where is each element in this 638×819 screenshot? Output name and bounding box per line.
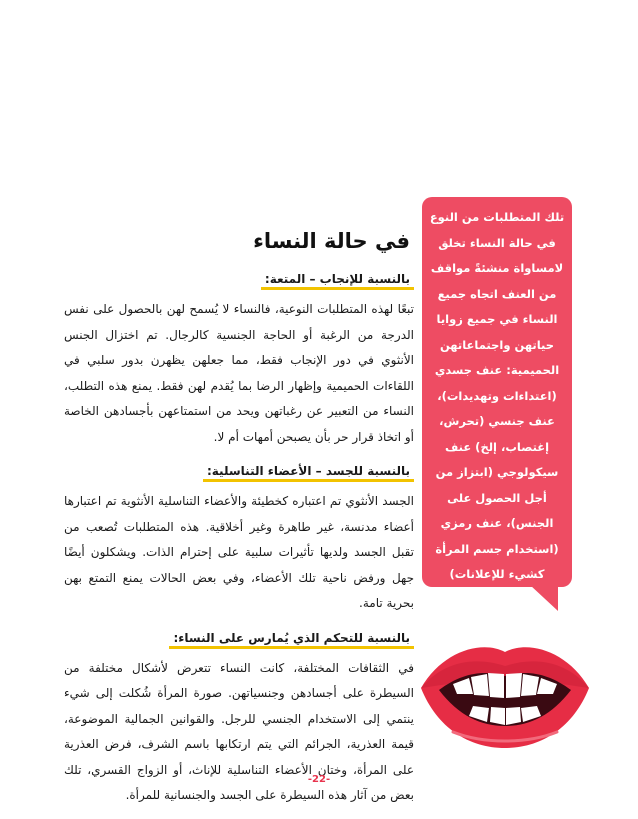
- section-reproduction-pleasure: [64, 268, 414, 450]
- page-title: في حالة النساء: [253, 229, 410, 253]
- section-heading: بالنسبة للجسد – الأعضاء التناسلية:: [203, 462, 414, 482]
- section-paragraph: في الثقافات المختلفة، كانت النساء تتعرض لأشكال مختلفة من السيطرة على أجسادهن وجنسياتهن. صورة المرأة شُكلت إلى شيء ينتمي إلى الاستخدام الجنسي للرجل. والقوانين الجمالية الموضوعة، قيمة العذرية، الجرائم التي يتم ارتكابها باسم الشرف، فرض العذرية على المرأة، وختان الأعضاء التناسلية للإناث، أو الزواج القسري، تلك بعض من آثار هذه السيطرة على الجسد والجنسانية للمرأة.: [64, 660, 414, 802]
- main-content: [64, 226, 414, 819]
- red-lips-teeth-icon: [413, 632, 597, 754]
- speech-bubble-tail: [530, 585, 558, 611]
- page-number: -22-: [307, 774, 331, 785]
- speech-bubble-text: تلك المتطلبات من النوع في حالة النساء تخلق لامساواة منشئةً مواقف من العنف اتجاه جميع النساء في جميع زوايا حياتهن واجتماعاتهن الحميمية: عنف جسدي (اعتداءات وتهديدات)، عنف جنسي (تحرش، إغتصاب، إلخ) عنف سيكولوجي (ابتزاز من أجل الحصول على الجنس)، عنف رمزي (استخدام جسم المرأة كشيء للإعلانات): [429, 210, 565, 581]
- section-body-genitals: [64, 460, 414, 617]
- section-heading: بالنسبة للتحكم الذي يُمارس على النساء:: [169, 629, 414, 649]
- section-heading: بالنسبة للإنجاب – المتعة:: [261, 270, 414, 290]
- section-paragraph: تبعًا لهذه المتطلبات النوعية، فالنساء لا يُسمح لهن بالحصول على نفس الدرجة من الرغبة أو الحاجة الجنسية كالرجال. تم اختزال الجنس الأنثوي في دور الإنجاب فقط، مما جعلهن يظهرن بدور سلبي في اللقاءات الحميمية وإظهار الرضا بما يُقدم لهن فقط. يمنع هذه التطلب، النساء من التعبير عن رغباتهن ويحد من استمتاعهن بأجسادهن الخاصة أو اتخاذ قرار حر بأن يصبحن أمهات أم لا.: [64, 302, 414, 444]
- section-paragraph: الجسد الأنثوي تم اعتباره كخطيئة والأعضاء التناسلية الأنثوية تم اعتبارها أعضاء مدنسة، غير طاهرة وغير أخلاقية. هذه المتطلبات تُصعب من تقبل الجسد ولديها تأثيرات سلبية على إحترام الذات. ويشكلون أيضًا جهل ورفض ناحية تلك الأعضاء، وفي بعض الحالات يمنع التمتع بهن بحرية تامة.: [64, 494, 414, 610]
